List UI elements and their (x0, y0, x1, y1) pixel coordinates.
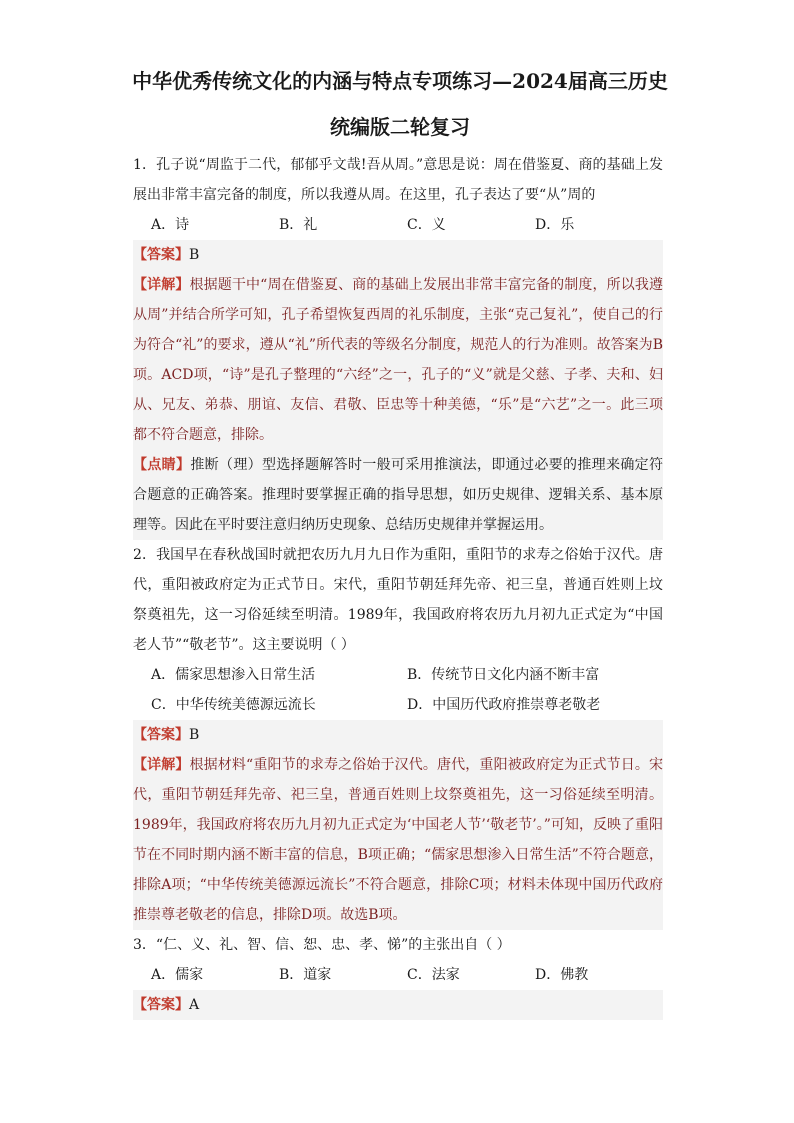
q1-option-d: D．乐 (535, 217, 575, 233)
note-text: 推断（理）型选择题解答时一般可采用推演法，即通过必要的推理来确定符合题意的正确答案。推理时要掌握正确的指导思想，如历史规律、逻辑关系、基本原理等。因此在平时要注意归纳历史现象、总结历史规律并掌握运用。 (133, 457, 664, 533)
note-tag: 【点睛】 (133, 457, 191, 473)
detail-text: 根据题干中“周在借鉴夏、商的基础上发展出非常丰富完备的制度，所以我遵从周”并结合所学可知，孔子希望恢复西周的礼乐制度，主张“克己复礼”，使自己的行为符合“礼”的要求，遵从“礼”所代表的等级名分制度，规范人的行为准则。故答案为B项。ACD项，“诗”是孔子整理的“六经”之一，孔子的“义”就是父慈、子孝、夫和、妇从、兄友、弟恭、朋谊、友信、君敬、臣忠等十种美德，“乐”是“六艺”之一。此三项都不符合题意，排除。 (133, 277, 664, 443)
answer-value: B (189, 727, 200, 743)
answer-value: A (189, 997, 200, 1013)
question-2-options-row1 (133, 660, 663, 690)
detail-tag: 【详解】 (133, 757, 190, 773)
answer-tag: 【答案】 (133, 727, 189, 743)
question-2-options-row2 (133, 690, 663, 720)
question-2-stem: 2．我国早在春秋战国时就把农历九月九日作为重阳，重阳节的求寿之俗始于汉代。唐代，重阳被政府定为正式节日。宋代，重阳节朝廷拜先帝、祀三皇，普通百姓则上坟祭奠祖先，这一习俗延续至明清。1989年，我国政府将农历九月初九正式定为“中国老人节”“敬老节”。这主要说明（ ） (133, 547, 663, 653)
q2-answer (133, 720, 663, 750)
q3-answer (133, 990, 663, 1020)
q3-option-d: D．佛教 (535, 967, 589, 983)
question-1-stem: 1．孔子说“周监于二代，郁郁乎文哉!吾从周。”意思是说：周在借鉴夏、商的基础上发展出非常丰富完备的制度，所以我遵从周。在这里，孔子表达了要“从”周的 (133, 157, 663, 203)
answer-value: B (189, 247, 200, 263)
question-3-solution (133, 990, 663, 1020)
document-content (133, 150, 663, 1020)
question-3-options (133, 960, 663, 990)
q1-option-b: B．礼 (279, 217, 318, 233)
doc-title-line1: 中华优秀传统文化的内涵与特点专项练习—2024届高三历史 (132, 69, 668, 93)
q2-option-d: D．中国历代政府推崇尊老敬老 (407, 697, 601, 713)
q1-option-a: A．诗 (151, 217, 190, 233)
q1-option-c: C．义 (407, 217, 446, 233)
detail-tag: 【详解】 (133, 277, 190, 293)
q2-option-a: A．儒家思想渗入日常生活 (151, 667, 316, 683)
question-3-stem: 3．“仁、义、礼、智、信、恕、忠、孝、悌”的主张出自（ ） (133, 937, 511, 953)
question-2-solution (133, 720, 663, 930)
answer-tag: 【答案】 (133, 247, 189, 263)
question-1-solution (133, 240, 663, 540)
q1-note (133, 450, 663, 540)
q3-option-a: A．儒家 (151, 967, 204, 983)
q3-option-b: B．道家 (279, 967, 332, 983)
q2-option-c: C．中华传统美德源远流长 (151, 697, 316, 713)
doc-title-line2: 统编版二轮复习 (330, 115, 470, 139)
q3-option-c: C．法家 (407, 967, 460, 983)
q1-answer (133, 240, 663, 270)
q2-option-b: B．传统节日文化内涵不断丰富 (407, 667, 600, 683)
q2-detail (133, 750, 663, 930)
detail-text: 根据材料“重阳节的求寿之俗始于汉代。唐代，重阳被政府定为正式节日。宋代，重阳节朝廷拜先帝、祀三皇，普通百姓则上坟祭奠祖先，这一习俗延续至明清。1989年，我国政府将农历九月初九正式定为‘中国老人节’‘敬老节’。”可知，反映了重阳节在不同时期内涵不断丰富的信息，B项正确；“儒家思想渗入日常生活”不符合题意，排除A项；“中华传统美德源远流长”不符合题意，排除C项；材料未体现中国历代政府推崇尊老敬老的信息，排除D项。故选B项。 (133, 757, 664, 923)
answer-tag: 【答案】 (133, 997, 189, 1013)
question-1-options (133, 210, 663, 240)
q1-detail (133, 270, 663, 450)
